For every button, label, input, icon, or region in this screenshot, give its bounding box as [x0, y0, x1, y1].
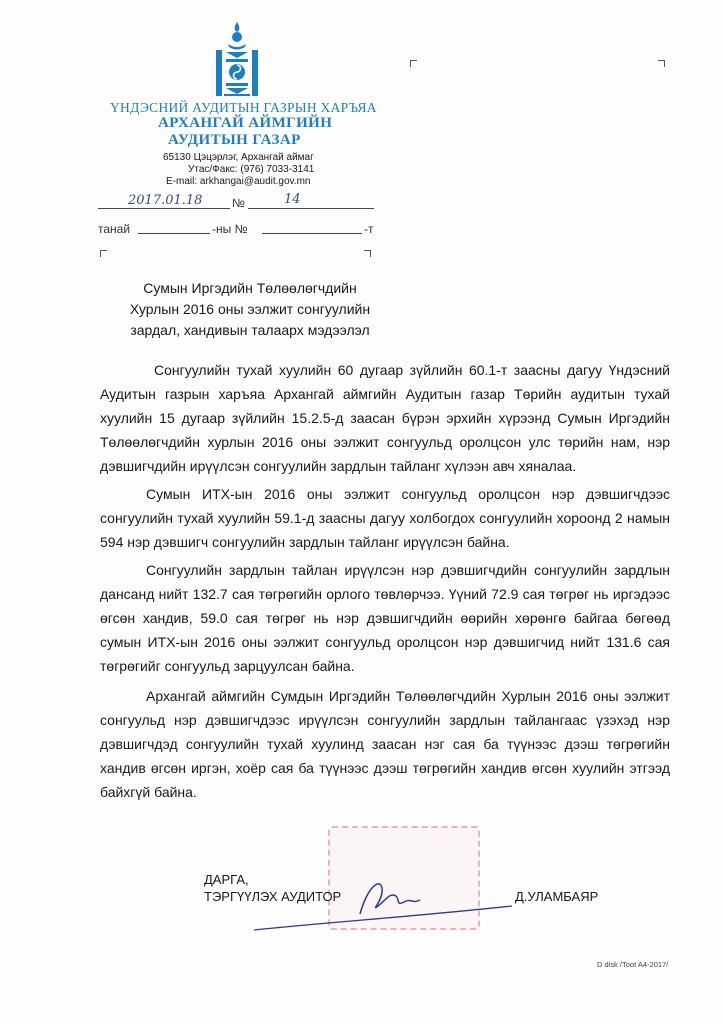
your-number-line	[262, 233, 362, 234]
title-line-1: Сумын Иргэдийн Төлөөлөгчдийн	[143, 280, 357, 296]
corner-mark-top-right	[658, 60, 665, 67]
signature-title-2: ТЭРГҮҮЛЭХ АУДИТОР	[204, 889, 342, 904]
corner-mark-right	[364, 250, 371, 257]
number-value: 14	[284, 192, 301, 207]
org-line-2: АРХАНГАЙ АЙМГИЙН	[158, 115, 333, 131]
org-line-3: АУДИТЫН ГАЗАР	[168, 132, 301, 148]
email: E-mail: arkhangai@audit.gov.mn	[166, 176, 311, 187]
date-value: 2017.01.18	[128, 193, 203, 208]
handwritten-signature	[250, 866, 520, 936]
paragraph-2: Сумын ИТХ-ын 2016 оны ээлжит сонгуульд оролцсон нэр дэвшигчдээс сонгуулийн тухай хуулийн 59.1-д заасны дагуу холбогдох сонгуулийн хороонд 2 намын 594 нэр дэвшигч сонгуулийн зардлын тайланг ирүүлсэн байна.	[100, 486, 670, 550]
document-title	[100, 278, 400, 341]
your-number-end: -т	[364, 222, 374, 236]
signature-title-1: ДАРГА,	[204, 872, 249, 887]
signature-name: Д.УЛАМБАЯР	[515, 889, 599, 904]
soyombo-emblem-icon	[214, 20, 260, 98]
your-number-label: -ны №	[212, 222, 248, 236]
paragraph-4: Архангай аймгийн Сумдын Иргэдийн Төлөөлөгчдийн Хурлын 2016 оны ээлжит сонгуульд нэр дэвшигчдээс ирүүлсэн сонгуулийн зардлын тайлангаас үзэхэд нэр дэвшигчдэд сонгуулийн тухай хуулинд заасан нэг сая ба түүнээс дээш төгрөгийн хандив өгсөн иргэн, хоёр сая ба түүнээс дээш төгрөгийн хандив өгсөн хуулийн этгээд байхгүй байна.	[100, 688, 670, 800]
your-date-line	[138, 233, 210, 234]
corner-mark-left	[100, 250, 107, 257]
paragraph-1: Сонгуулийн тухай хуулийн 60 дугаар зүйлийн 60.1-т заасны дагуу Үндэсний Аудитын газрын харъяа Архангай аймгийн Аудитын газар Төрийн аудитын тухай хуулийн 15 дугаар зүйлийн 15.2.5-д заасан бүрэн эрхийн хүрээнд Сумын Иргэдийн Төлөөлөгчдийн хурлын 2016 оны ээлжит сонгуульд оролцсон улс төрийн нам, нэр дэвшигчдийн ирүүлсэн сонгуулийн зардлын тайланг хүлээн авч хяналаа.	[100, 362, 670, 474]
org-line-1: ҮНДЭСНИЙ АУДИТЫН ГАЗРЫН ХАРЪЯА	[110, 100, 377, 115]
phone: Утас/Факс: (976) 7033-3141	[188, 164, 315, 175]
number-line	[248, 208, 374, 209]
title-line-3: зардал, хандивын талаарх мэдээлэл	[130, 322, 370, 338]
your-label: танай	[98, 222, 131, 236]
file-path-footer: D disk /Toot A4-2017/	[597, 960, 669, 969]
paragraph-3: Сонгуулийн зардлын тайлан ирүүлсэн нэр дэвшигчдийн сонгуулийн зардлын дансанд нийт 132.7 сая төгрөгийн орлого төвлөрчээ. Үүний 72.9 сая төгрөг нь иргэдээс өгсөн хандив, 59.0 сая төгрөг нь нэр дэвшигчдийн өөрийн хөрөнгө байгаа бөгөөд сумын ИТХ-ын 2016 оны ээлжит сонгуульд оролцсон нэр дэвшигчид нийт 131.6 сая төгрөгийг сонгуульд зарцуулсан байна.	[100, 562, 670, 674]
address: 65130 Цэцэрлэг, Архангай аймаг	[163, 152, 314, 163]
number-label: №	[232, 196, 245, 210]
date-line	[98, 208, 230, 209]
title-line-2: Хурлын 2016 оны ээлжит сонгуулийн	[129, 301, 371, 317]
corner-mark-top-left	[410, 60, 417, 67]
